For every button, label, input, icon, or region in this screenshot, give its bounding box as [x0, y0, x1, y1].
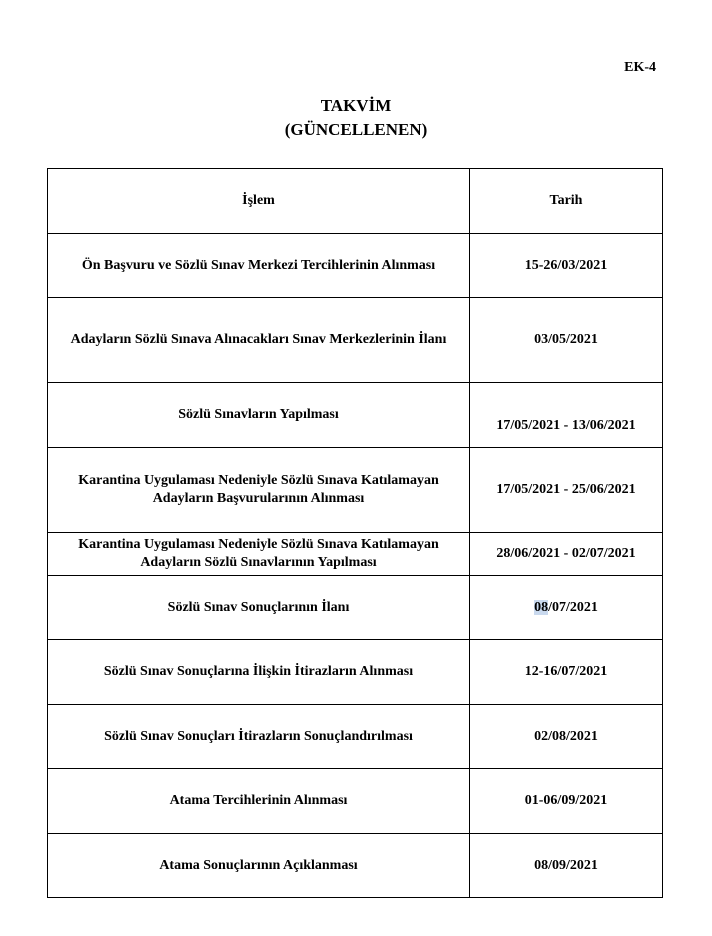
table-row: [48, 640, 663, 705]
table-row: [48, 234, 663, 298]
date-cell: 12-16/07/2021: [470, 640, 663, 705]
page-title: [0, 94, 712, 142]
operation-cell: Karantina Uygulaması Nedeniyle Sözlü Sınava Katılamayan Adayların Sözlü Sınavlarının Yapılması: [48, 533, 470, 576]
table-row: [48, 769, 663, 834]
title-line-2: (GÜNCELLENEN): [284, 120, 428, 139]
date-cell: 28/06/2021 - 02/07/2021: [470, 533, 663, 576]
operation-header: İşlem: [48, 169, 470, 234]
date-cell: 17/05/2021 - 13/06/2021: [470, 383, 663, 448]
date-cell: [470, 576, 663, 640]
date-rest: /07/2021: [548, 599, 598, 615]
operation-cell: Atama Tercihlerinin Alınması: [48, 769, 470, 834]
table-row: [48, 576, 663, 640]
table-row: [48, 834, 663, 898]
date-header: Tarih: [470, 169, 663, 234]
operation-cell: Ön Başvuru ve Sözlü Sınav Merkezi Tercihlerinin Alınması: [48, 234, 470, 298]
annex-label: EK-4: [624, 60, 656, 75]
title-line-1: TAKVİM: [320, 96, 392, 115]
operation-cell: Karantina Uygulaması Nedeniyle Sözlü Sınava Katılamayan Adayların Başvurularının Alınması: [48, 448, 470, 533]
date-cell: 15-26/03/2021: [470, 234, 663, 298]
table-row: [48, 298, 663, 383]
operation-cell: Sözlü Sınav Sonuçları İtirazların Sonuçlandırılması: [48, 705, 470, 769]
header-row: [48, 169, 663, 234]
schedule-table: [47, 168, 663, 898]
date-highlight: 08: [534, 599, 549, 615]
date-cell: 03/05/2021: [470, 298, 663, 383]
date-cell: 17/05/2021 - 25/06/2021: [470, 448, 663, 533]
table-row: [48, 383, 663, 448]
operation-cell: Atama Sonuçlarının Açıklanması: [48, 834, 470, 898]
date-cell: 01-06/09/2021: [470, 769, 663, 834]
operation-cell: Adayların Sözlü Sınava Alınacakları Sınav Merkezlerinin İlanı: [48, 298, 470, 383]
operation-cell: Sözlü Sınavların Yapılması: [48, 383, 470, 448]
operation-cell: Sözlü Sınav Sonuçlarına İlişkin İtirazların Alınması: [48, 640, 470, 705]
table-row: [48, 533, 663, 576]
table-row: [48, 448, 663, 533]
date-cell: 08/09/2021: [470, 834, 663, 898]
table-row: [48, 705, 663, 769]
operation-cell: Sözlü Sınav Sonuçlarının İlanı: [48, 576, 470, 640]
date-cell: 02/08/2021: [470, 705, 663, 769]
